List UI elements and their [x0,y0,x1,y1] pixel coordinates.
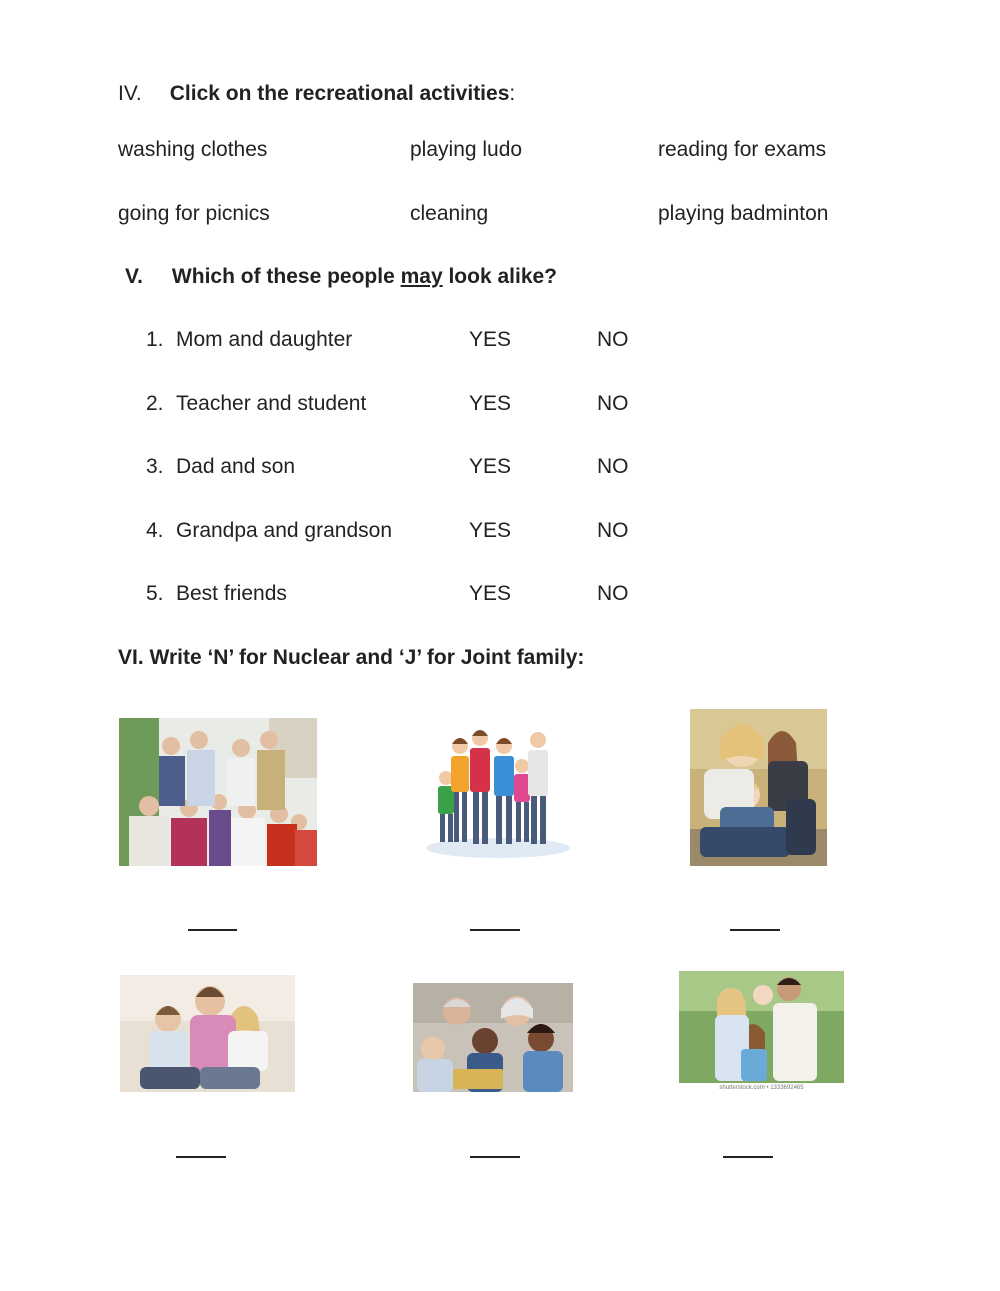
section-4-heading [118,82,515,106]
no-option[interactable]: NO [597,519,629,542]
section-5-title-start: Which of these people [171,265,401,288]
section-5-title-emphasis: may [400,265,443,288]
activity-option[interactable]: playing badminton [658,202,829,225]
activity-option[interactable]: cleaning [410,202,489,225]
yes-option[interactable]: YES [469,455,512,478]
stock-watermark: shutterstock.com • 1333692465 [719,1085,804,1091]
no-option[interactable]: NO [597,392,629,415]
section-5-heading [125,265,557,289]
activity-option[interactable]: playing ludo [410,138,523,161]
yes-option[interactable]: YES [469,392,512,415]
large-family-photo [119,718,317,866]
answer-blank-1[interactable] [188,929,237,931]
question-text: Best friends [176,582,287,605]
question-text: Mom and daughter [176,328,353,351]
question-number: 3. [146,455,164,478]
father-with-children-photo [120,975,295,1092]
question-number: 5. [146,582,164,605]
activity-option[interactable]: washing clothes [118,138,268,161]
no-option[interactable]: NO [597,455,629,478]
answer-blank-3[interactable] [730,929,780,931]
no-option[interactable]: NO [597,328,629,351]
mother-and-children-photo [690,709,827,866]
activity-option[interactable]: going for picnics [118,202,270,225]
answer-blank-2[interactable] [470,929,520,931]
question-number: 2. [146,392,164,415]
section-6-heading: VI. Write ‘N’ for Nuclear and ‘J’ for Joint family: [118,646,585,669]
answer-blank-6[interactable] [723,1156,773,1158]
answer-blank-4[interactable] [176,1156,226,1158]
section-5-numeral: V. [125,265,143,288]
yes-option[interactable]: YES [469,328,512,351]
grandparents-with-grandchildren-photo [413,983,573,1092]
answer-blank-5[interactable] [470,1156,520,1158]
section-5-title-end: look alike? [442,265,558,288]
section-4-numeral: IV. [118,82,142,105]
parents-with-children-outdoor-photo [679,971,844,1093]
question-text: Teacher and student [176,392,367,415]
question-number: 1. [146,328,164,351]
activity-option[interactable]: reading for exams [658,138,827,161]
no-option[interactable]: NO [597,582,629,605]
question-number: 4. [146,519,164,542]
question-text: Grandpa and grandson [176,519,392,542]
section-4-colon: : [509,82,516,105]
question-text: Dad and son [176,455,296,478]
section-4-title: Click on the recreational activities [169,82,510,105]
yes-option[interactable]: YES [469,519,512,542]
yes-option[interactable]: YES [469,582,512,605]
cartoon-family-illustration [418,716,578,866]
